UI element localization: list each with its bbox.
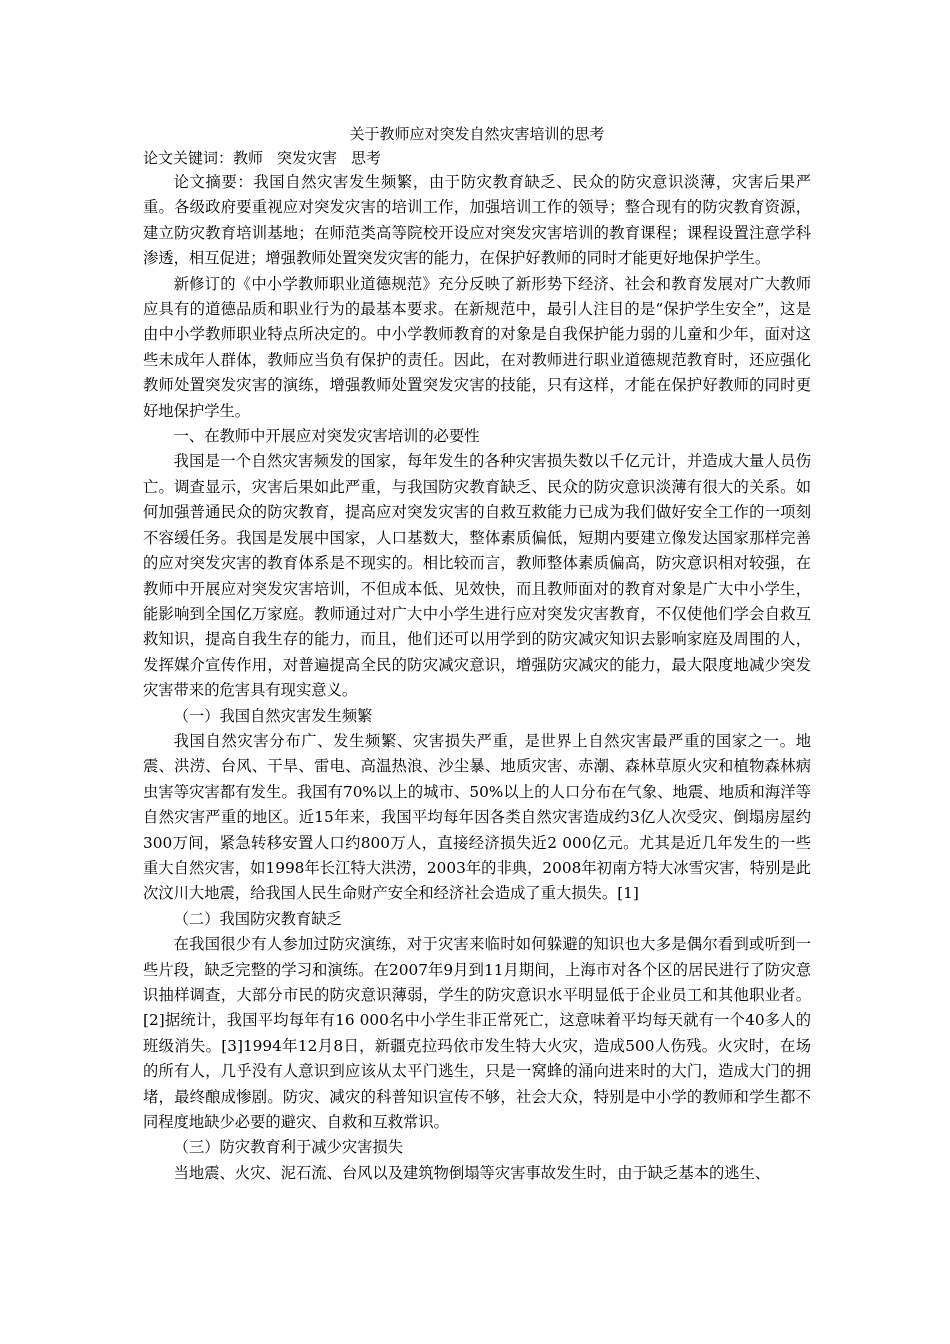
document-body: [143, 170, 811, 1186]
keyword: 突发灾害: [277, 149, 338, 167]
section-heading: （一）我国自然灾害发生频繁: [173, 706, 373, 725]
paragraph: 新修订的《中小学教师职业道德规范》充分反映了新形势下经济、社会和教育发展对广大教师应具有的道德品质和职业行为的最基本要求。在新规范中，最引人注目的是“保护学生安全”，这是由中小学教师职业特点所决定的。中小学教师教育的对象是自我保护能力弱的儿童和少年，面对这些未成年人群体，教师应当负有保护的责任。因此，在对教师进行职业道德规范教育时，还应强化教师处置突发灾害的演练，增强教师处置突发灾害的技能，只有这样，才能在保护好教师的同时更好地保护学生。: [143, 274, 811, 420]
keywords-label: 论文关键词：: [143, 149, 234, 167]
section-heading: （二）我国防灾教育缺乏: [173, 909, 342, 928]
paragraph: 当地震、火灾、泥石流、台风以及建筑物倒塌等灾害事故发生时，由于缺乏基本的逃生、: [173, 1163, 771, 1182]
section-heading: 一、在教师中开展应对突发灾害培训的必要性: [173, 427, 480, 446]
paragraph: 我国自然灾害分布广、发生频繁、灾害损失严重，是世界上自然灾害最严重的国家之一。地震、洪涝、台风、干旱、雷电、高温热浪、沙尘暴、地质灾害、赤潮、森林草原火灾和植物森林病虫害等灾害都有发生。我国有70%以上的城市、50%以上的人口分布在气象、地震、地质和海洋等自然灾害严重的地区。近15年来，我国平均每年因各类自然灾害造成约3亿人次受灾、倒塌房屋约300万间，紧急转移安置人口约800万人，直接经济损失近2 000亿元。尤其是近几年发生的一些重大自然灾害，如1998年长江特大洪涝，2003年的非典，2008年初南方特大冰雪灾害，特别是此次汶川大地震，给我国人民生命财产安全和经济社会造成了重大损失。[1]: [143, 731, 811, 903]
document-page: [143, 122, 811, 1186]
paragraph: 我国是一个自然灾害频发的国家，每年发生的各种灾害损失数以千亿元计，并造成大量人员伤亡。调查显示，灾害后果如此严重，与我国防灾教育缺乏、民众的防灾意识淡薄有很大的关系。如何加强普通民众的防灾教育，提高应对突发灾害的自救互救能力已成为我们做好安全工作的一项刻不容缓任务。我国是发展中国家，人口基数大，整体素质偏低，短期内要建立像发达国家那样完善的应对突发灾害的教育体系是不现实的。相比较而言，教师整体素质偏高，防灾意识相对较强，在教师中开展应对突发灾害培训，不但成本低、见效快，而且教师面对的教育对象是广大中小学生，能影响到全国亿万家庭。教师通过对广大中小学生进行应对突发灾害教育，不仅使他们学会自救互救知识，提高自我生存的能力，而且，他们还可以用学到的防灾减灾知识去影响家庭及周围的人，发挥媒介宣传作用，对普遍提高全民的防灾减灾意识，增强防灾减灾的能力，最大限度地减少突发灾害带来的危害具有现实意义。: [143, 452, 811, 700]
keywords-line: [143, 146, 811, 170]
document-title: 关于教师应对突发自然灾害培训的思考: [349, 125, 605, 143]
section-heading: （三）防灾教育利于减少灾害损失: [173, 1138, 404, 1157]
paragraph: 在我国很少有人参加过防灾演练，对于灾害来临时如何躲避的知识也大多是偶尔看到或听到一些片段，缺乏完整的学习和演练。在2007年9月到11月期间，上海市对各个区的居民进行了防灾意识抽样调查，大部分市民的防灾意识薄弱，学生的防灾意识水平明显低于企业员工和其他职业者。[2]据统计，我国平均每年有16 000名中小学生非正常死亡，这意味着平均每天就有一个40多人的班级消失。[3]1994年12月8日，新疆克拉玛依市发生特大火灾，造成500人伤残。火灾时，在场的所有人，几乎没有人意识到应该从太平门逃生，只是一窝蜂的涌向进来时的大门，造成大门的拥堵，最终酿成惨剧。防灾、减灾的科普知识宣传不够，社会大众，特别是中小学的教师和学生都不同程度地缺少必要的避灾、自救和互救常识。: [143, 935, 811, 1132]
paragraph: 论文摘要：我国自然灾害发生频繁，由于防灾教育缺乏、民众的防灾意识淡薄，灾害后果严重。各级政府要重视应对突发灾害的培训工作，加强培训工作的领导；整合现有的防灾教育资源，建立防灾教育培训基地；在师范类高等院校开设应对突发灾害培训的教育课程；课程设置注意学科渗透，相互促进；增强教师处置突发灾害的能力，在保护好教师的同时才能更好地保护学生。: [143, 173, 811, 268]
keyword: 思考: [351, 149, 382, 167]
keyword: 教师: [233, 149, 264, 167]
